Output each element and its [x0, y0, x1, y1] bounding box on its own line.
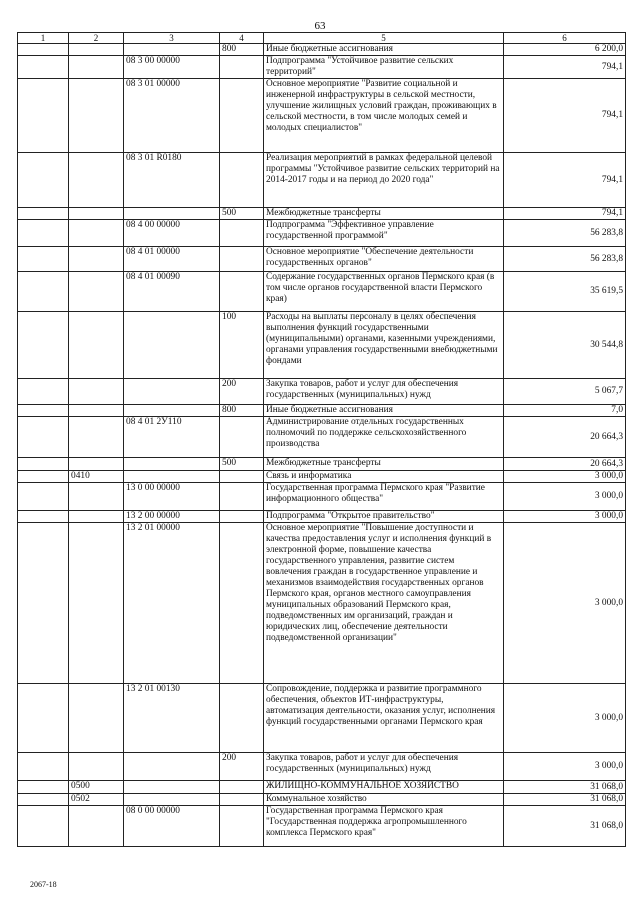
target-article-cell — [124, 753, 220, 781]
table-row — [18, 781, 626, 794]
item-name-cell: Подпрограмма "Эффективное управление государственной программой" — [264, 220, 504, 247]
item-name-cell: Сопровождение, поддержка и развитие программного обеспечения, объектов ИТ-инфраструктуры, автоматизация деятельности, оказания услуг, исполнения функций государственными органами Пермского края — [264, 684, 504, 753]
table-row — [18, 379, 626, 405]
item-name-cell: Расходы на выплаты персоналу в целях обеспечения выполнения функций государственными (муниципальными) органами, казенными учреждениями, органами управления государственными внебюджетными фондами — [264, 312, 504, 379]
document-code: 2067-18 — [30, 880, 57, 889]
amount-cell: 3 000,0 — [504, 483, 626, 511]
col1-cell — [18, 753, 69, 781]
table-row — [18, 417, 626, 458]
expense-type-cell: 500 — [220, 458, 264, 471]
section-code-cell — [69, 272, 124, 312]
item-name-cell: Подпрограмма "Открытое правительство" — [264, 511, 504, 523]
amount-cell: 56 283,8 — [504, 247, 626, 272]
amount-cell: 31 068,0 — [504, 806, 626, 847]
expense-type-cell — [220, 511, 264, 523]
table-row — [18, 806, 626, 847]
section-code-cell: 0500 — [69, 781, 124, 794]
expense-type-cell — [220, 483, 264, 511]
amount-cell: 20 664,3 — [504, 417, 626, 458]
col1-cell — [18, 417, 69, 458]
page-number: 63 — [314, 20, 326, 32]
table-row — [18, 511, 626, 523]
amount-cell: 30 544,8 — [504, 312, 626, 379]
amount-cell: 31 068,0 — [504, 781, 626, 794]
item-name-cell: Межбюджетные трансферты — [264, 458, 504, 471]
amount-cell: 794,1 — [504, 153, 626, 208]
budget-table — [17, 32, 626, 847]
section-code-cell — [69, 806, 124, 847]
target-article-cell: 13 2 00 00000 — [124, 511, 220, 523]
table-row — [18, 44, 626, 56]
col1-cell — [18, 220, 69, 247]
col1-cell — [18, 458, 69, 471]
target-article-cell: 13 2 01 00000 — [124, 523, 220, 684]
expense-type-cell — [220, 247, 264, 272]
table-row — [18, 483, 626, 511]
header-cell: 1 — [18, 33, 69, 44]
item-name-cell: Коммунальное хозяйство — [264, 794, 504, 806]
table-row — [18, 312, 626, 379]
amount-cell: 3 000,0 — [504, 523, 626, 684]
amount-cell: 3 000,0 — [504, 684, 626, 753]
col1-cell — [18, 471, 69, 483]
col1-cell — [18, 153, 69, 208]
target-article-cell: 08 3 01 R0180 — [124, 153, 220, 208]
table-row — [18, 79, 626, 153]
amount-cell: 3 000,0 — [504, 753, 626, 781]
target-article-cell: 13 2 01 00130 — [124, 684, 220, 753]
target-article-cell: 08 4 01 2У110 — [124, 417, 220, 458]
target-article-cell — [124, 405, 220, 417]
col1-cell — [18, 247, 69, 272]
table-row — [18, 220, 626, 247]
target-article-cell — [124, 208, 220, 220]
col1-cell — [18, 312, 69, 379]
section-code-cell — [69, 44, 124, 56]
item-name-cell: Администрирование отдельных государственных полномочий по поддержке сельскохозяйственного производства — [264, 417, 504, 458]
expense-type-cell: 500 — [220, 208, 264, 220]
table-row — [18, 684, 626, 753]
table-row — [18, 153, 626, 208]
target-article-cell — [124, 312, 220, 379]
table-row — [18, 208, 626, 220]
col1-cell — [18, 806, 69, 847]
section-code-cell — [69, 247, 124, 272]
col1-cell — [18, 272, 69, 312]
amount-cell: 20 664,3 — [504, 458, 626, 471]
col1-cell — [18, 794, 69, 806]
item-name-cell: Закупка товаров, работ и услуг для обеспечения государственных (муниципальных) нужд — [264, 379, 504, 405]
expense-type-cell: 100 — [220, 312, 264, 379]
target-article-cell — [124, 379, 220, 405]
target-article-cell: 08 0 00 00000 — [124, 806, 220, 847]
section-code-cell — [69, 753, 124, 781]
section-code-cell — [69, 153, 124, 208]
table-row — [18, 405, 626, 417]
col1-cell — [18, 684, 69, 753]
table-row — [18, 247, 626, 272]
target-article-cell: 08 4 01 00000 — [124, 247, 220, 272]
amount-cell: 3 000,0 — [504, 511, 626, 523]
section-code-cell — [69, 79, 124, 153]
item-name-cell: Межбюджетные трансферты — [264, 208, 504, 220]
section-code-cell — [69, 220, 124, 247]
target-article-cell: 08 4 01 00090 — [124, 272, 220, 312]
item-name-cell: Основное мероприятие "Развитие социальной и инженерной инфраструктуры в сельской местности, улучшение жилищных условий граждан, проживающих в сельской местности, в том числе молодых семей и молодых специалистов" — [264, 79, 504, 153]
col1-cell — [18, 511, 69, 523]
item-name-cell: Подпрограмма "Устойчивое развитие сельских территорий" — [264, 56, 504, 79]
expense-type-cell — [220, 79, 264, 153]
amount-cell: 3 000,0 — [504, 471, 626, 483]
expense-type-cell — [220, 781, 264, 794]
expense-type-cell: 800 — [220, 405, 264, 417]
target-article-cell — [124, 794, 220, 806]
table-row — [18, 753, 626, 781]
header-cell: 2 — [69, 33, 124, 44]
item-name-cell: Государственная программа Пермского края "Государственная поддержка агропромышленного комплекса Пермского края" — [264, 806, 504, 847]
amount-cell: 6 200,0 — [504, 44, 626, 56]
table-row — [18, 56, 626, 79]
target-article-cell — [124, 44, 220, 56]
section-code-cell — [69, 312, 124, 379]
amount-cell: 31 068,0 — [504, 794, 626, 806]
header-row — [18, 33, 626, 44]
amount-cell: 794,1 — [504, 208, 626, 220]
expense-type-cell: 800 — [220, 44, 264, 56]
target-article-cell — [124, 471, 220, 483]
amount-cell: 794,1 — [504, 79, 626, 153]
expense-type-cell — [220, 417, 264, 458]
item-name-cell: Государственная программа Пермского края "Развитие информационного общества" — [264, 483, 504, 511]
section-code-cell — [69, 458, 124, 471]
item-name-cell: Содержание государственных органов Пермского края (в том числе органов государственной власти Пермского края) — [264, 272, 504, 312]
expense-type-cell — [220, 153, 264, 208]
section-code-cell — [69, 523, 124, 684]
expense-type-cell — [220, 471, 264, 483]
section-code-cell — [69, 483, 124, 511]
col1-cell — [18, 79, 69, 153]
col1-cell — [18, 781, 69, 794]
item-name-cell: Реализация мероприятий в рамках федеральной целевой программы "Устойчивое развитие сельских территорий на 2014-2017 годы и на период до 2020 года" — [264, 153, 504, 208]
expense-type-cell — [220, 794, 264, 806]
section-code-cell — [69, 56, 124, 79]
item-name-cell: Иные бюджетные ассигнования — [264, 44, 504, 56]
col1-cell — [18, 379, 69, 405]
col1-cell — [18, 44, 69, 56]
table-row — [18, 272, 626, 312]
amount-cell: 794,1 — [504, 56, 626, 79]
header-cell: 4 — [220, 33, 264, 44]
amount-cell: 35 619,5 — [504, 272, 626, 312]
item-name-cell: Иные бюджетные ассигнования — [264, 405, 504, 417]
amount-cell: 5 067,7 — [504, 379, 626, 405]
col1-cell — [18, 523, 69, 684]
section-code-cell — [69, 511, 124, 523]
header-cell: 6 — [504, 33, 626, 44]
table-row — [18, 471, 626, 483]
section-code-cell — [69, 417, 124, 458]
table-row — [18, 458, 626, 471]
amount-cell: 7,0 — [504, 405, 626, 417]
section-code-cell — [69, 405, 124, 417]
header-cell: 3 — [124, 33, 220, 44]
item-name-cell: Основное мероприятие "Повышение доступности и качества предоставления услуг и исполнения функций в электронной форме, повышение качества государственного управления, развитие систем вовлечения граждан в государственное управление и механизмов взаимодействия государственных органов Пермского края, органов местного самоуправления муниципальных образований Пермского края, подведомственных им организаций, граждан и юридических лиц, обеспечение деятельности подведомственной организации" — [264, 523, 504, 684]
table-row — [18, 794, 626, 806]
table-row — [18, 523, 626, 684]
target-article-cell: 13 0 00 00000 — [124, 483, 220, 511]
item-name-cell: Основное мероприятие "Обеспечение деятельности государственных органов" — [264, 247, 504, 272]
expense-type-cell — [220, 523, 264, 684]
col1-cell — [18, 56, 69, 79]
section-code-cell — [69, 379, 124, 405]
expense-type-cell — [220, 806, 264, 847]
expense-type-cell — [220, 220, 264, 247]
target-article-cell: 08 4 00 00000 — [124, 220, 220, 247]
section-code-cell: 0502 — [69, 794, 124, 806]
section-code-cell: 0410 — [69, 471, 124, 483]
item-name-cell: ЖИЛИЩНО-КОММУНАЛЬНОЕ ХОЗЯЙСТВО — [264, 781, 504, 794]
expense-type-cell — [220, 272, 264, 312]
header-cell: 5 — [264, 33, 504, 44]
expense-type-cell — [220, 56, 264, 79]
col1-cell — [18, 208, 69, 220]
target-article-cell — [124, 458, 220, 471]
item-name-cell: Связь и информатика — [264, 471, 504, 483]
amount-cell: 56 283,8 — [504, 220, 626, 247]
target-article-cell — [124, 781, 220, 794]
expense-type-cell: 200 — [220, 379, 264, 405]
expense-type-cell: 200 — [220, 753, 264, 781]
section-code-cell — [69, 684, 124, 753]
target-article-cell: 08 3 01 00000 — [124, 79, 220, 153]
target-article-cell: 08 3 00 00000 — [124, 56, 220, 79]
col1-cell — [18, 405, 69, 417]
expense-type-cell — [220, 684, 264, 753]
col1-cell — [18, 483, 69, 511]
section-code-cell — [69, 208, 124, 220]
item-name-cell: Закупка товаров, работ и услуг для обеспечения государственных (муниципальных) нужд — [264, 753, 504, 781]
